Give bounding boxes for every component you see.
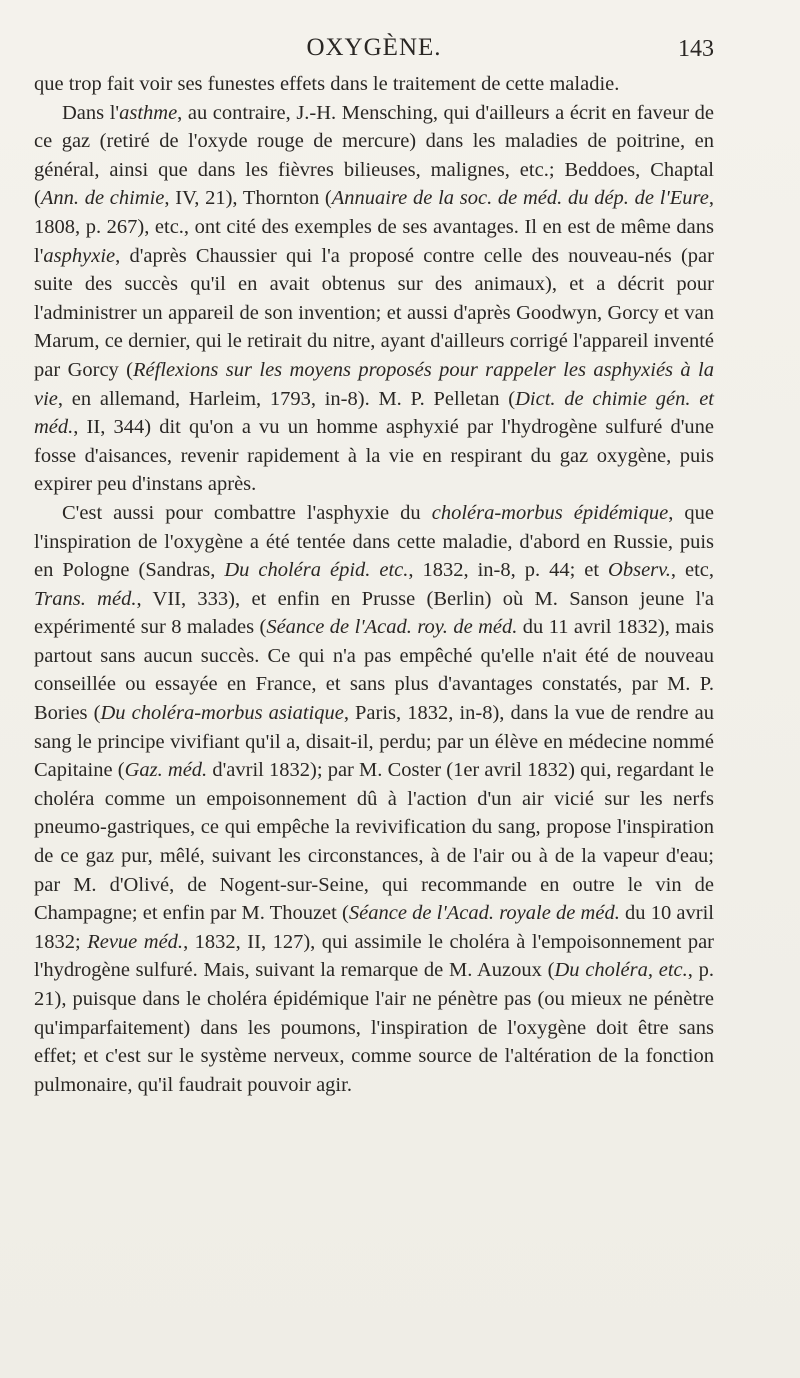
body-text [34,70,714,1099]
italic-reference: Dict. de chimie gén. et méd. [34,387,714,439]
text-run: , 1832, in-8, p. 44; et [408,559,609,582]
text-run: C'est aussi pour combattre l'asphyxie du [62,501,432,524]
italic-reference: asthme [119,101,178,124]
italic-reference: choléra-morbus épidémique [431,501,669,524]
running-head [34,34,714,70]
text-run: que trop fait voir ses funestes effets dans le traitement de cette maladie. [34,73,620,95]
italic-reference: Du choléra, etc. [554,959,688,982]
italic-reference: Annuaire de la soc. de méd. du dép. de l'Eure [331,187,709,210]
text-run: , II, 344) dit qu'on a vu un homme asphyxié par l'hydrogène sulfuré d'une fosse d'aisances, revenir rapidement à la vie en respirant du gaz oxygène, puis expirer peu d'instans après. [34,416,714,496]
italic-reference: Ann. de chimie [40,187,165,210]
text-run: , en allemand, Harleim, 1793, in-8). M. P. Pelletan ( [57,387,516,410]
text-run: , 1832, II, 127), qui assimile le choléra à l'empoisonnement par l'hydrogène sulfuré. Mais, suivant la remarque de M. Auzoux ( [34,930,714,982]
text-run: du 10 avril 1832; [34,902,714,953]
text-run: , au contraire, J.-H. Mensching, qui d'ailleurs a écrit en faveur de ce gaz (retiré de l'oxyde rouge de mercure) dans les maladies de poitrine, en général, ainsi que dans les fièvres bilieuses, malignes, etc.; Beddoes, Chaptal ( [34,101,714,210]
italic-reference: Trans. méd. [34,587,137,610]
text-run: , 1808, p. 267), etc., ont cité des exemples de ses avantages. Il en est de même dans l' [34,187,715,267]
text-run: , p. 21), puisque dans le choléra épidémique l'air ne pénètre pas (ou mieux ne pénètre qu'imparfaitement) dans les poumons, l'inspiration de l'oxygène doit être sans effet; et c'est sur le système nerveux, comme source de l'altération de la fonction pulmonaire, qu'il faudrait pouvoir agir. [34,959,714,1096]
italic-reference: asphyxie [43,244,116,267]
italic-reference: Du choléra-morbus asiatique [100,702,344,725]
italic-reference: Gaz. méd. [124,759,208,782]
italic-reference: Observ. [608,559,671,582]
paragraph-continuation [34,70,714,99]
text-run: , etc, [670,559,714,582]
text-run: d'avril 1832); par M. Coster (1er avril 1832) qui, regardant le choléra comme un empoisonnement dû à l'action d'un air vicié sur les nerfs pneumo-gastriques, ce qui empêche la revivification du sang, propose l'inspiration de ce gaz pur, mêlé, suivant les circonstances, à de l'air ou à de la vapeur d'eau; par M. d'Olivé, de Nogent-sur-Seine, qui recommande en outre le vin de Champagne; et enfin par M. Thouzet ( [34,759,714,925]
text-run: du 11 avril 1832), mais partout sans aucun succès. Ce qui n'a pas empêché qu'elle n'ait été de nouveau conseillée ou essayée en France, et sans plus d'avantages constatés, par M. P. Bories ( [34,616,714,725]
page-number: 143 [678,36,714,62]
italic-reference: Revue méd. [87,930,184,953]
text-run: , Paris, 1832, in-8), dans la vue de rendre au sang le principe vivifiant qu'il a, disait-il, perdu; par un élève en médecine nommé Capitaine ( [34,702,714,782]
paragraph-asthme-asphyxie [34,99,714,499]
paragraph-cholera [34,499,714,1099]
text-run: , VII, 333), et enfin en Prusse (Berlin) où M. Sanson jeune l'a expérimenté sur 8 malades ( [34,587,714,639]
text-run: , que l'inspiration de l'oxygène a été tentée dans cette maladie, d'abord en Russie, puis en Pologne (Sandras, [34,501,714,582]
italic-reference: Séance de l'Acad. royale de méd. [348,902,620,925]
italic-reference: Du choléra épid. etc. [224,559,409,582]
page-title: OXYGÈNE. [306,34,442,61]
text-run: Dans l' [62,101,120,124]
text-run: , IV, 21), Thornton ( [164,187,332,210]
italic-reference: Séance de l'Acad. roy. de méd. [266,616,518,639]
text-run: , d'après Chaussier qui l'a proposé contre celle des nouveau-nés (par suite des succès qu'il en avait obtenus sur des animaux), et a décrit pour l'administrer un appareil de son invention; et aussi d'après Goodwyn, Gorcy et van Marum, ce dernier, qui le retirait du nitre, ayant d'ailleurs corrigé l'appareil inventé par Gorcy ( [34,244,714,381]
italic-reference: Réflexions sur les moyens proposés pour rappeler les asphyxiés à la vie [34,358,715,410]
